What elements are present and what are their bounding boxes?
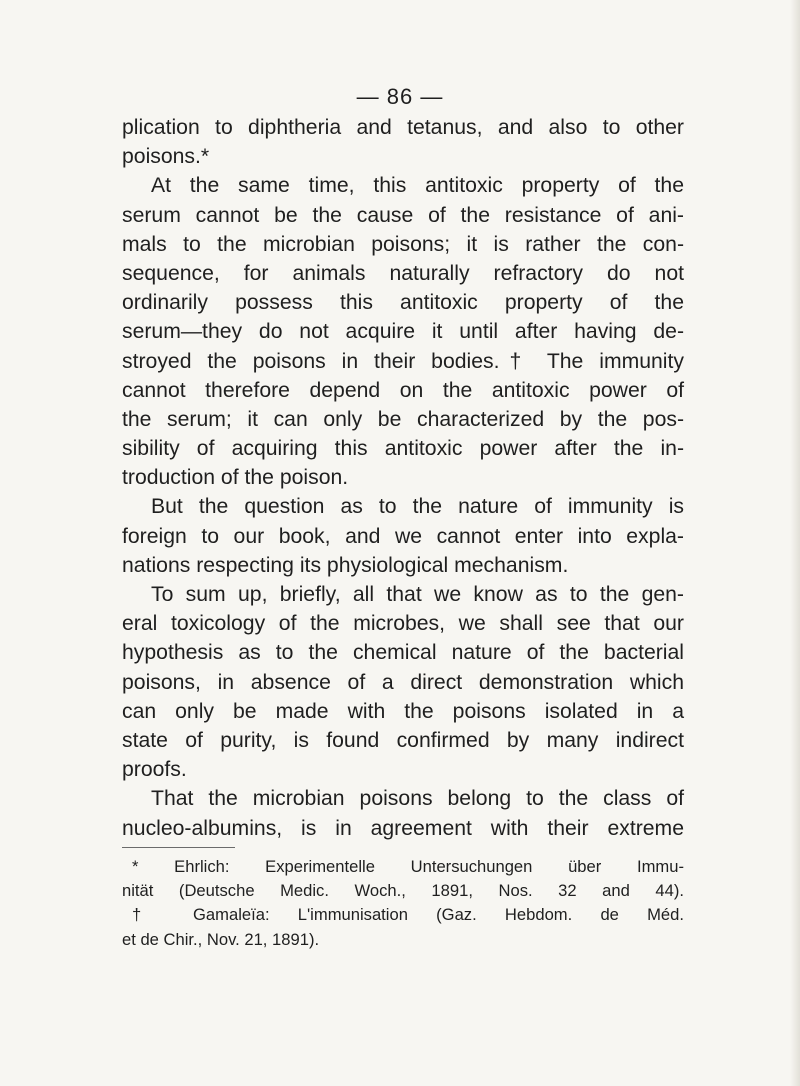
text-line: sibility of acquiring this antitoxic power after the in- — [122, 437, 684, 461]
paragraph-start-line: That the microbian poisons belong to the class of — [151, 787, 684, 811]
body-text — [122, 113, 684, 843]
paragraph-start-line: But the question as to the nature of immunity is — [151, 495, 684, 519]
text-line: nucleo-albumins, is in agreement with their extreme — [122, 816, 684, 840]
text-line: eral toxicology of the microbes, we shall see that our — [122, 612, 684, 636]
page-number: — 86 — — [356, 84, 444, 109]
text-line: mals to the microbian poisons; it is rather the con- — [122, 232, 684, 256]
text-line: stroyed the poisons in their bodies.† The immunity — [122, 349, 684, 373]
footnote-divider — [122, 847, 235, 848]
text-line: foreign to our book, and we cannot enter into expla- — [122, 524, 684, 548]
text-line: poisons.* — [122, 145, 210, 169]
paragraph-start-line: To sum up, briefly, all that we know as to the gen- — [151, 583, 684, 606]
text-line: sequence, for animals naturally refractory do not — [122, 261, 684, 285]
text-line: serum cannot be the cause of the resistance of ani- — [122, 203, 684, 227]
text-line: nations respecting its physiological mechanism. — [122, 553, 569, 577]
text-line: troduction of the poison. — [122, 466, 349, 490]
footnote-line: † Gamaleïa: L'immunisation (Gaz. Hebdom. de Méd. — [132, 905, 684, 925]
footnote-line: nität (Deutsche Medic. Woch., 1891, Nos. 32 and 44). — [122, 881, 684, 901]
text-line: the serum; it can only be characterized by the pos- — [122, 407, 684, 431]
footnotes — [122, 855, 684, 952]
page-edge-shadow — [790, 0, 800, 1086]
footnote-line: * Ehrlich: Experimentelle Untersuchungen über Immu- — [132, 857, 684, 876]
text-line: ordinarily possess this antitoxic property of the — [122, 291, 684, 315]
text-line: poisons, in absence of a direct demonstration which — [122, 670, 684, 694]
text-line: serum—they do not acquire it until after having de- — [122, 320, 684, 344]
footnote-line: et de Chir., Nov. 21, 1891). — [122, 929, 320, 949]
text-line: plication to diphtheria and tetanus, and also to other — [122, 116, 684, 139]
text-line: state of purity, is found confirmed by many indirect — [122, 728, 684, 752]
text-line: proofs. — [122, 758, 187, 782]
text-line: hypothesis as to the chemical nature of the bacterial — [122, 641, 684, 665]
text-line: can only be made with the poisons isolated in a — [122, 699, 684, 723]
paragraph-start-line: At the same time, this antitoxic property of the — [151, 174, 684, 198]
text-line: cannot therefore depend on the antitoxic power of — [122, 378, 684, 402]
